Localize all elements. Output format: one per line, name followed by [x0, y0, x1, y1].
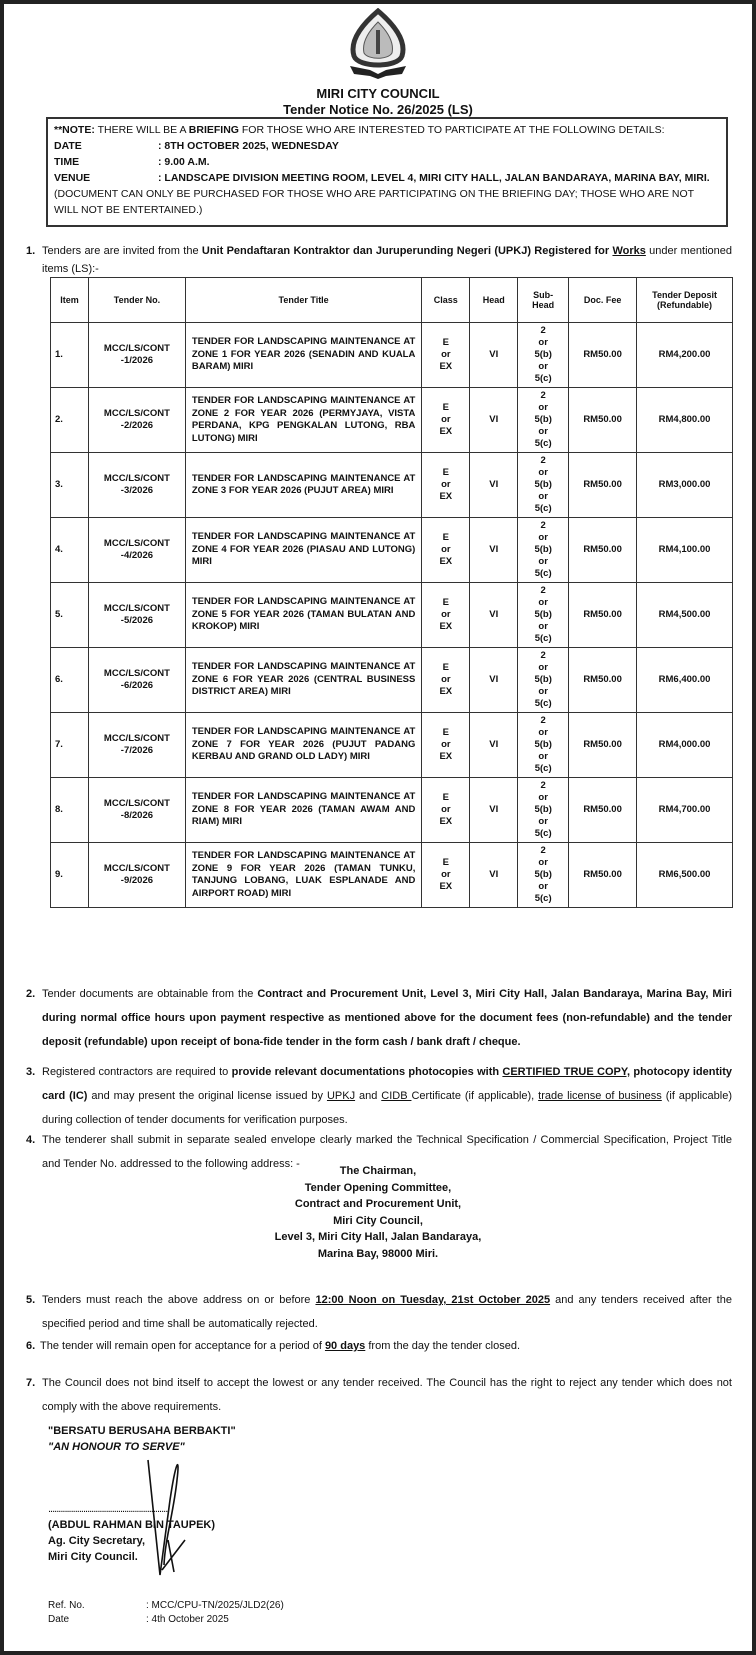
signatory-name: (ABDUL RAHMAN BIN TAUPEK) — [48, 1519, 216, 1531]
cell-head: VI — [470, 843, 518, 908]
column-header-class: Class — [422, 278, 470, 323]
reference-block — [48, 1599, 284, 1627]
table-row — [51, 713, 733, 778]
cell-tender-title: TENDER FOR LANDSCAPING MAINTENANCE AT ZONE 7 FOR YEAR 2026 (PUJUT PADANG KERBAU AND GRAND OLD LADY) MIRI — [185, 713, 421, 778]
cell-tender-deposit: RM4,500.00 — [637, 583, 733, 648]
cell-tender-title: TENDER FOR LANDSCAPING MAINTENANCE AT ZONE 6 FOR YEAR 2026 (CENTRAL BUSINESS DISTRICT AREA) MIRI — [185, 648, 421, 713]
cell-tender-title: TENDER FOR LANDSCAPING MAINTENANCE AT ZONE 1 FOR YEAR 2026 (SENADIN AND KUALA BARAM) MIRI — [185, 323, 421, 388]
cell-sub-head: 2 or 5(b) or 5(c) — [518, 583, 569, 648]
cell-head: VI — [470, 323, 518, 388]
paragraph-7 — [26, 1371, 732, 1419]
cell-tender-deposit: RM6,500.00 — [637, 843, 733, 908]
note-text: THERE WILL BE A — [94, 124, 189, 136]
table-header-row — [51, 278, 733, 323]
submission-address — [0, 1163, 756, 1262]
cell-item: 2. — [51, 388, 89, 453]
note-text: FOR THOSE WHO ARE INTERESTED TO PARTICIPATE AT THE FOLLOWING DETAILS: — [238, 124, 665, 136]
column-header-item: Item — [51, 278, 89, 323]
cell-item: 6. — [51, 648, 89, 713]
text: and any tenders received after the specified period and time shall be automatically rejected. — [42, 1294, 732, 1330]
cell-sub-head: 2 or 5(b) or 5(c) — [518, 518, 569, 583]
cell-tender-deposit: RM3,000.00 — [637, 453, 733, 518]
briefing-note-box — [46, 117, 728, 227]
text: CERTIFIED TRUE COPY, — [502, 1066, 631, 1078]
cell-class: E or EX — [422, 713, 470, 778]
cell-head: VI — [470, 388, 518, 453]
note-prefix: **NOTE: — [54, 124, 95, 136]
cell-tender-title: TENDER FOR LANDSCAPING MAINTENANCE AT ZONE 3 FOR YEAR 2026 (PUJUT AREA) MIRI — [185, 453, 421, 518]
cell-class: E or EX — [422, 388, 470, 453]
cell-head: VI — [470, 648, 518, 713]
date-value: : 4th October 2025 — [146, 1614, 229, 1625]
address-line: Marina Bay, 98000 Miri. — [317, 1247, 439, 1260]
para-number: 4. — [26, 1134, 36, 1146]
validity-period: 90 days — [324, 1340, 366, 1352]
para-number: 1. — [26, 245, 36, 257]
column-header-tender-title: Tender Title — [185, 278, 421, 323]
cell-tender-no: MCC/LS/CONT -2/2026 — [88, 388, 185, 453]
cell-doc-fee: RM50.00 — [569, 778, 637, 843]
paragraph-3 — [26, 1060, 732, 1132]
cell-tender-deposit: RM4,200.00 — [637, 323, 733, 388]
ref-label: Ref. No. — [48, 1600, 85, 1611]
address-line: Tender Opening Committee, — [304, 1181, 452, 1194]
text: Contract and Procurement Unit, Level 3, Miri City Hall, Jalan Bandaraya, Marina Bay, Miri during normal office hours upon payment respective as mentioned above for the document fees (non-refundable) and the tender deposit (refundable) upon receipt of bona-fide tender in the form cash / bank draft / cheque. — [42, 988, 732, 1048]
address-line: The Chairman, — [339, 1165, 417, 1177]
value: : 8TH OCTOBER 2025, WEDNESDAY — [158, 140, 339, 152]
para-number: 5. — [26, 1294, 36, 1306]
cell-item: 7. — [51, 713, 89, 778]
cell-tender-no: MCC/LS/CONT -9/2026 — [88, 843, 185, 908]
text: Registered contractors are required to — [42, 1066, 232, 1078]
text: Unit Pendaftaran Kontraktor dan Juruperunding Negeri (UPKJ) Registered for — [201, 245, 613, 257]
para-number: 6. — [26, 1340, 36, 1352]
cell-tender-deposit: RM4,800.00 — [637, 388, 733, 453]
cell-doc-fee: RM50.00 — [569, 583, 637, 648]
cell-tender-deposit: RM6,400.00 — [637, 648, 733, 713]
table-row — [51, 648, 733, 713]
paragraph-5 — [26, 1288, 732, 1336]
para-number: 2. — [26, 988, 36, 1000]
council-name: MIRI CITY COUNCIL — [316, 86, 440, 101]
signatory-organization: Miri City Council. — [48, 1551, 138, 1563]
text: The tender will remain open for acceptance for a period of — [40, 1340, 325, 1352]
value: : 9.00 A.M. — [158, 156, 210, 168]
cell-class: E or EX — [422, 323, 470, 388]
cell-class: E or EX — [422, 843, 470, 908]
cell-head: VI — [470, 583, 518, 648]
cell-item: 8. — [51, 778, 89, 843]
cell-doc-fee: RM50.00 — [569, 648, 637, 713]
cell-doc-fee: RM50.00 — [569, 453, 637, 518]
cell-sub-head: 2 or 5(b) or 5(c) — [518, 388, 569, 453]
column-header-sub-head: Sub-Head — [518, 278, 569, 323]
text: Certificate (if applicable), — [411, 1090, 539, 1102]
cell-tender-no: MCC/LS/CONT -3/2026 — [88, 453, 185, 518]
briefing-date — [54, 138, 720, 154]
cell-class: E or EX — [422, 648, 470, 713]
column-header-doc-fee: Doc. Fee — [569, 278, 637, 323]
table-row — [51, 323, 733, 388]
text: from the day the tender closed. — [365, 1340, 521, 1352]
cell-sub-head: 2 or 5(b) or 5(c) — [518, 843, 569, 908]
cell-head: VI — [470, 778, 518, 843]
cell-tender-no: MCC/LS/CONT -5/2026 — [88, 583, 185, 648]
table-row — [51, 843, 733, 908]
cell-item: 9. — [51, 843, 89, 908]
table-row — [51, 778, 733, 843]
ref-value: : MCC/CPU-TN/2025/JLD2(26) — [146, 1600, 284, 1611]
cell-doc-fee: RM50.00 — [569, 388, 637, 453]
cell-doc-fee: RM50.00 — [569, 843, 637, 908]
table-row — [51, 583, 733, 648]
value: : LANDSCAPE DIVISION MEETING ROOM, LEVEL 4, MIRI CITY HALL, JALAN BANDARAYA, MARINA BAY, MIRI. — [158, 172, 710, 184]
table-row — [51, 518, 733, 583]
council-logo — [340, 8, 416, 80]
address-line: Level 3, Miri City Hall, Jalan Bandaraya, — [274, 1231, 482, 1243]
paragraph-1 — [26, 242, 732, 278]
note-briefing: BRIEFING — [188, 124, 239, 136]
signatory-position: Ag. City Secretary, — [48, 1535, 146, 1547]
cell-head: VI — [470, 518, 518, 583]
cell-sub-head: 2 or 5(b) or 5(c) — [518, 453, 569, 518]
cell-tender-no: MCC/LS/CONT -7/2026 — [88, 713, 185, 778]
cell-tender-title: TENDER FOR LANDSCAPING MAINTENANCE AT ZONE 8 FOR YEAR 2026 (TAMAN AWAM AND RIAM) MIRI — [185, 778, 421, 843]
text: and — [355, 1090, 382, 1102]
label: DATE — [54, 140, 82, 152]
deadline: 12:00 Noon on Tuesday, 21st October 2025 — [315, 1294, 551, 1306]
cell-sub-head: 2 or 5(b) or 5(c) — [518, 648, 569, 713]
paragraph-6 — [26, 1337, 732, 1355]
cell-tender-title: TENDER FOR LANDSCAPING MAINTENANCE AT ZONE 2 FOR YEAR 2026 (PERMYJAYA, VISTA PERDANA, KPG PENGKALAN LUTONG, RBA LUTONG) MIRI — [185, 388, 421, 453]
column-header-tender-no: Tender No. — [88, 278, 185, 323]
cell-item: 3. — [51, 453, 89, 518]
table-row — [51, 388, 733, 453]
text: CIDB — [381, 1090, 412, 1102]
motto-english: "AN HONOUR TO SERVE" — [48, 1441, 185, 1453]
text: Tender documents are obtainable from the — [42, 988, 258, 1000]
briefing-venue — [54, 170, 720, 186]
cell-class: E or EX — [422, 778, 470, 843]
cell-head: VI — [470, 713, 518, 778]
note-footer: (DOCUMENT CAN ONLY BE PURCHASED FOR THOSE WHO ARE PARTICIPATING ON THE BRIEFING DAY; THOSE WHO ARE NOT WILL NOT BE ENTERTAINED.) — [54, 188, 694, 216]
para-number: 7. — [26, 1377, 36, 1389]
motto-malay: "BERSATU BERUSAHA BERBAKTI" — [48, 1425, 236, 1437]
address-line: Contract and Procurement Unit, — [294, 1198, 462, 1210]
cell-item: 4. — [51, 518, 89, 583]
text: The tenderer shall submit in separate sealed envelope clearly marked the Technical Specification / Commercial Specification, Project Title and Tender No. addressed to the following address: - — [42, 1134, 732, 1170]
cell-head: VI — [470, 453, 518, 518]
text: Works — [612, 245, 646, 257]
para-number: 3. — [26, 1066, 36, 1078]
cell-tender-no: MCC/LS/CONT -6/2026 — [88, 648, 185, 713]
cell-class: E or EX — [422, 518, 470, 583]
text: Tenders must reach the above address on or before — [42, 1294, 316, 1306]
text: Tenders are are invited from the — [42, 245, 202, 257]
table-row — [51, 453, 733, 518]
text: under mentioned items (LS):- — [42, 245, 732, 275]
text: provide relevant documentations photocopies with — [231, 1066, 503, 1078]
text: and may present the original license issued by — [87, 1090, 327, 1102]
text: The Council does not bind itself to accept the lowest or any tender received. The Council has the right to reject any tender which does not comply with the above requirements. — [42, 1377, 732, 1413]
address-line: Miri City Council, — [333, 1214, 423, 1227]
cell-tender-title: TENDER FOR LANDSCAPING MAINTENANCE AT ZONE 4 FOR YEAR 2026 (PIASAU AND LUTONG) MIRI — [185, 518, 421, 583]
paragraph-2 — [26, 985, 732, 1054]
column-header-head: Head — [470, 278, 518, 323]
cell-tender-no: MCC/LS/CONT -1/2026 — [88, 323, 185, 388]
cell-doc-fee: RM50.00 — [569, 713, 637, 778]
cell-tender-title: TENDER FOR LANDSCAPING MAINTENANCE AT ZONE 5 FOR YEAR 2026 (TAMAN BULATAN AND KROKOP) MIRI — [185, 583, 421, 648]
date-label: Date — [48, 1614, 70, 1625]
cell-doc-fee: RM50.00 — [569, 323, 637, 388]
cell-item: 5. — [51, 583, 89, 648]
label: TIME — [54, 156, 80, 168]
text: (if applicable) during collection of tender documents for verification purposes. — [42, 1090, 733, 1126]
text: trade license of business — [538, 1090, 662, 1102]
column-header-tender-deposit: Tender Deposit (Refundable) — [637, 278, 733, 323]
text: photocopy identity card (IC) — [42, 1066, 732, 1102]
cell-class: E or EX — [422, 583, 470, 648]
cell-class: E or EX — [422, 453, 470, 518]
notice-number: Tender Notice No. 26/2025 (LS) — [283, 102, 473, 117]
cell-tender-deposit: RM4,000.00 — [637, 713, 733, 778]
tender-table — [50, 277, 733, 908]
briefing-time — [54, 154, 720, 170]
cell-sub-head: 2 or 5(b) or 5(c) — [518, 778, 569, 843]
cell-tender-no: MCC/LS/CONT -8/2026 — [88, 778, 185, 843]
cell-sub-head: 2 or 5(b) or 5(c) — [518, 713, 569, 778]
cell-tender-title: TENDER FOR LANDSCAPING MAINTENANCE AT ZONE 9 FOR YEAR 2026 (TAMAN TUNKU, TANJUNG LOBANG, LUAK ESPLANADE AND AIRPORT ROAD) MIRI — [185, 843, 421, 908]
cell-item: 1. — [51, 323, 89, 388]
signature-block — [48, 1501, 215, 1565]
cell-tender-no: MCC/LS/CONT -4/2026 — [88, 518, 185, 583]
cell-doc-fee: RM50.00 — [569, 518, 637, 583]
signature-line: .......................................................... — [48, 1503, 168, 1515]
text: UPKJ — [326, 1090, 356, 1102]
cell-tender-deposit: RM4,100.00 — [637, 518, 733, 583]
label: VENUE — [54, 172, 91, 184]
cell-tender-deposit: RM4,700.00 — [637, 778, 733, 843]
cell-sub-head: 2 or 5(b) or 5(c) — [518, 323, 569, 388]
